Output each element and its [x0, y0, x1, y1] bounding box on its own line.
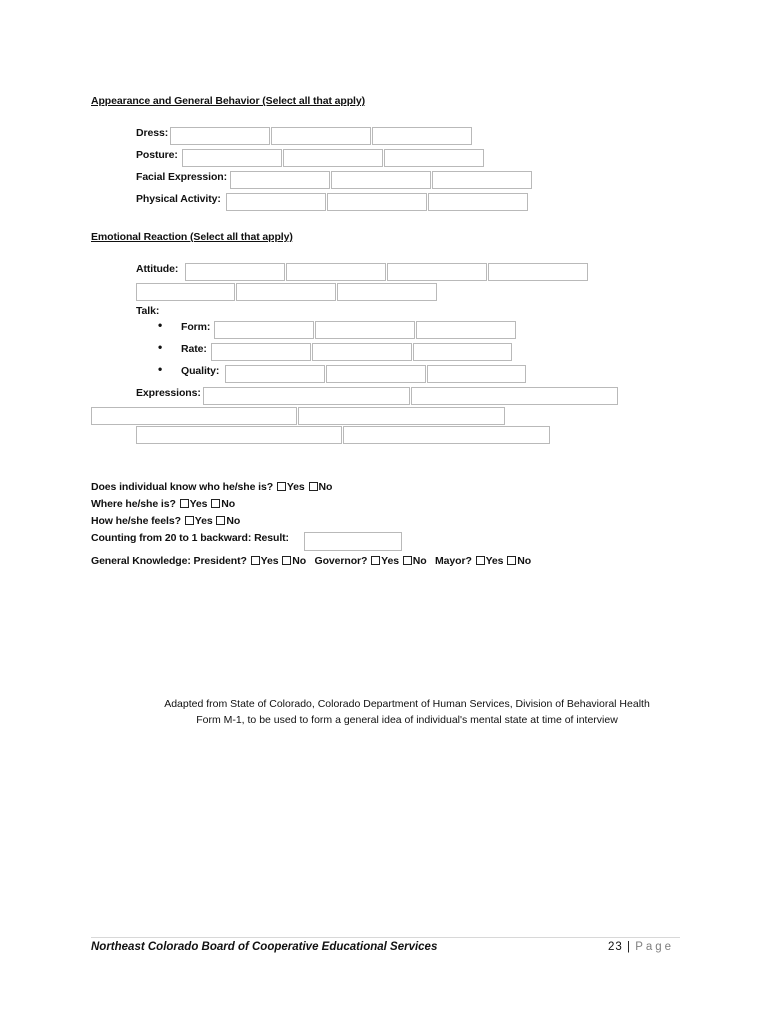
president-no-checkbox[interactable]: [282, 556, 291, 565]
facial-expression-input-2[interactable]: [331, 171, 431, 189]
expressions-input-1[interactable]: [203, 387, 410, 405]
dress-input-2[interactable]: [271, 127, 371, 145]
source-note: [107, 696, 707, 728]
facial-expression-label: Facial Expression:: [136, 171, 227, 183]
where-no-checkbox[interactable]: [211, 499, 220, 508]
who-no-checkbox[interactable]: [309, 482, 318, 491]
footer-divider: [91, 937, 680, 938]
posture-input-2[interactable]: [283, 149, 383, 167]
where-yes-label: Yes: [189, 498, 208, 510]
posture-label: Posture:: [136, 149, 178, 161]
expressions-input-2[interactable]: [411, 387, 618, 405]
footer-org: Northeast Colorado Board of Cooperative Educational Services: [91, 941, 438, 953]
rate-bullet: •: [158, 340, 163, 354]
physical-activity-input-2[interactable]: [327, 193, 427, 211]
where-question: [91, 498, 235, 510]
who-question: [91, 481, 332, 493]
feels-yes-label: Yes: [194, 515, 213, 527]
rate-label: Rate:: [181, 343, 207, 355]
where-no-label: No: [221, 498, 236, 510]
physical-activity-input-3[interactable]: [428, 193, 528, 211]
mayor-no-label: No: [517, 555, 532, 567]
expressions-label: Expressions:: [136, 387, 201, 399]
feels-yes-checkbox[interactable]: [185, 516, 194, 525]
president-no-label: No: [292, 555, 307, 567]
source-note-line1: Adapted from State of Colorado, Colorado Department of Human Services, Division of Behavioral Health: [164, 698, 650, 710]
source-note-line2: Form M-1, to be used to form a general idea of individual's mental state at time of interview: [196, 714, 618, 726]
rate-input-2[interactable]: [312, 343, 412, 361]
form-input-2[interactable]: [315, 321, 415, 339]
attitude-input-2[interactable]: [286, 263, 386, 281]
governor-no-label: No: [412, 555, 427, 567]
mayor-no-checkbox[interactable]: [507, 556, 516, 565]
attitude-input-7[interactable]: [337, 283, 437, 301]
governor-label: Governor?: [314, 555, 368, 567]
rate-input-3[interactable]: [413, 343, 512, 361]
page-word: Page: [635, 941, 675, 953]
page-indicator: [608, 941, 674, 953]
general-knowledge-question: [91, 555, 531, 567]
attitude-input-5[interactable]: [136, 283, 235, 301]
president-label: General Knowledge: President?: [91, 555, 247, 567]
quality-bullet: •: [158, 362, 163, 376]
governor-yes-checkbox[interactable]: [371, 556, 380, 565]
physical-activity-input-1[interactable]: [226, 193, 326, 211]
who-yes-label: Yes: [286, 481, 305, 493]
quality-input-1[interactable]: [225, 365, 325, 383]
facial-expression-input-1[interactable]: [230, 171, 330, 189]
quality-input-3[interactable]: [427, 365, 526, 383]
who-question-label: Does individual know who he/she is?: [91, 481, 274, 493]
emotional-reaction-heading: Emotional Reaction (Select all that apply): [91, 231, 293, 243]
counting-label: Counting from 20 to 1 backward: Result:: [91, 532, 289, 544]
who-no-label: No: [318, 481, 333, 493]
posture-input-3[interactable]: [384, 149, 484, 167]
page-separator: |: [627, 941, 631, 953]
form-input-3[interactable]: [416, 321, 516, 339]
rate-input-1[interactable]: [211, 343, 311, 361]
attitude-input-4[interactable]: [488, 263, 588, 281]
attitude-input-3[interactable]: [387, 263, 487, 281]
who-yes-checkbox[interactable]: [277, 482, 286, 491]
dress-label: Dress:: [136, 127, 169, 139]
expressions-input-3[interactable]: [91, 407, 297, 425]
quality-label: Quality:: [181, 365, 220, 377]
president-yes-checkbox[interactable]: [251, 556, 260, 565]
form-label: Form:: [181, 321, 211, 333]
attitude-input-6[interactable]: [236, 283, 336, 301]
expressions-input-4[interactable]: [298, 407, 505, 425]
expressions-input-6[interactable]: [343, 426, 550, 444]
dress-input-1[interactable]: [170, 127, 270, 145]
governor-no-checkbox[interactable]: [403, 556, 412, 565]
governor-yes-label: Yes: [381, 555, 399, 567]
form-input-1[interactable]: [214, 321, 314, 339]
where-question-label: Where he/she is?: [91, 498, 176, 510]
feels-no-label: No: [226, 515, 241, 527]
mayor-yes-label: Yes: [485, 555, 504, 567]
feels-question-label: How he/she feels?: [91, 515, 181, 527]
posture-input-1[interactable]: [182, 149, 282, 167]
counting-result-input[interactable]: [304, 532, 402, 551]
attitude-input-1[interactable]: [185, 263, 285, 281]
facial-expression-input-3[interactable]: [432, 171, 532, 189]
where-yes-checkbox[interactable]: [180, 499, 189, 508]
mayor-label: Mayor?: [435, 555, 472, 567]
page-number: 23: [608, 941, 623, 953]
president-yes-label: Yes: [260, 555, 279, 567]
mayor-yes-checkbox[interactable]: [476, 556, 485, 565]
feels-question: [91, 515, 240, 527]
form-bullet: •: [158, 318, 163, 332]
feels-no-checkbox[interactable]: [216, 516, 225, 525]
dress-input-3[interactable]: [372, 127, 472, 145]
physical-activity-label: Physical Activity:: [136, 193, 221, 205]
appearance-heading: Appearance and General Behavior (Select all that apply): [91, 95, 366, 107]
expressions-input-5[interactable]: [136, 426, 342, 444]
attitude-label: Attitude:: [136, 263, 179, 275]
quality-input-2[interactable]: [326, 365, 426, 383]
talk-label: Talk:: [136, 305, 160, 317]
